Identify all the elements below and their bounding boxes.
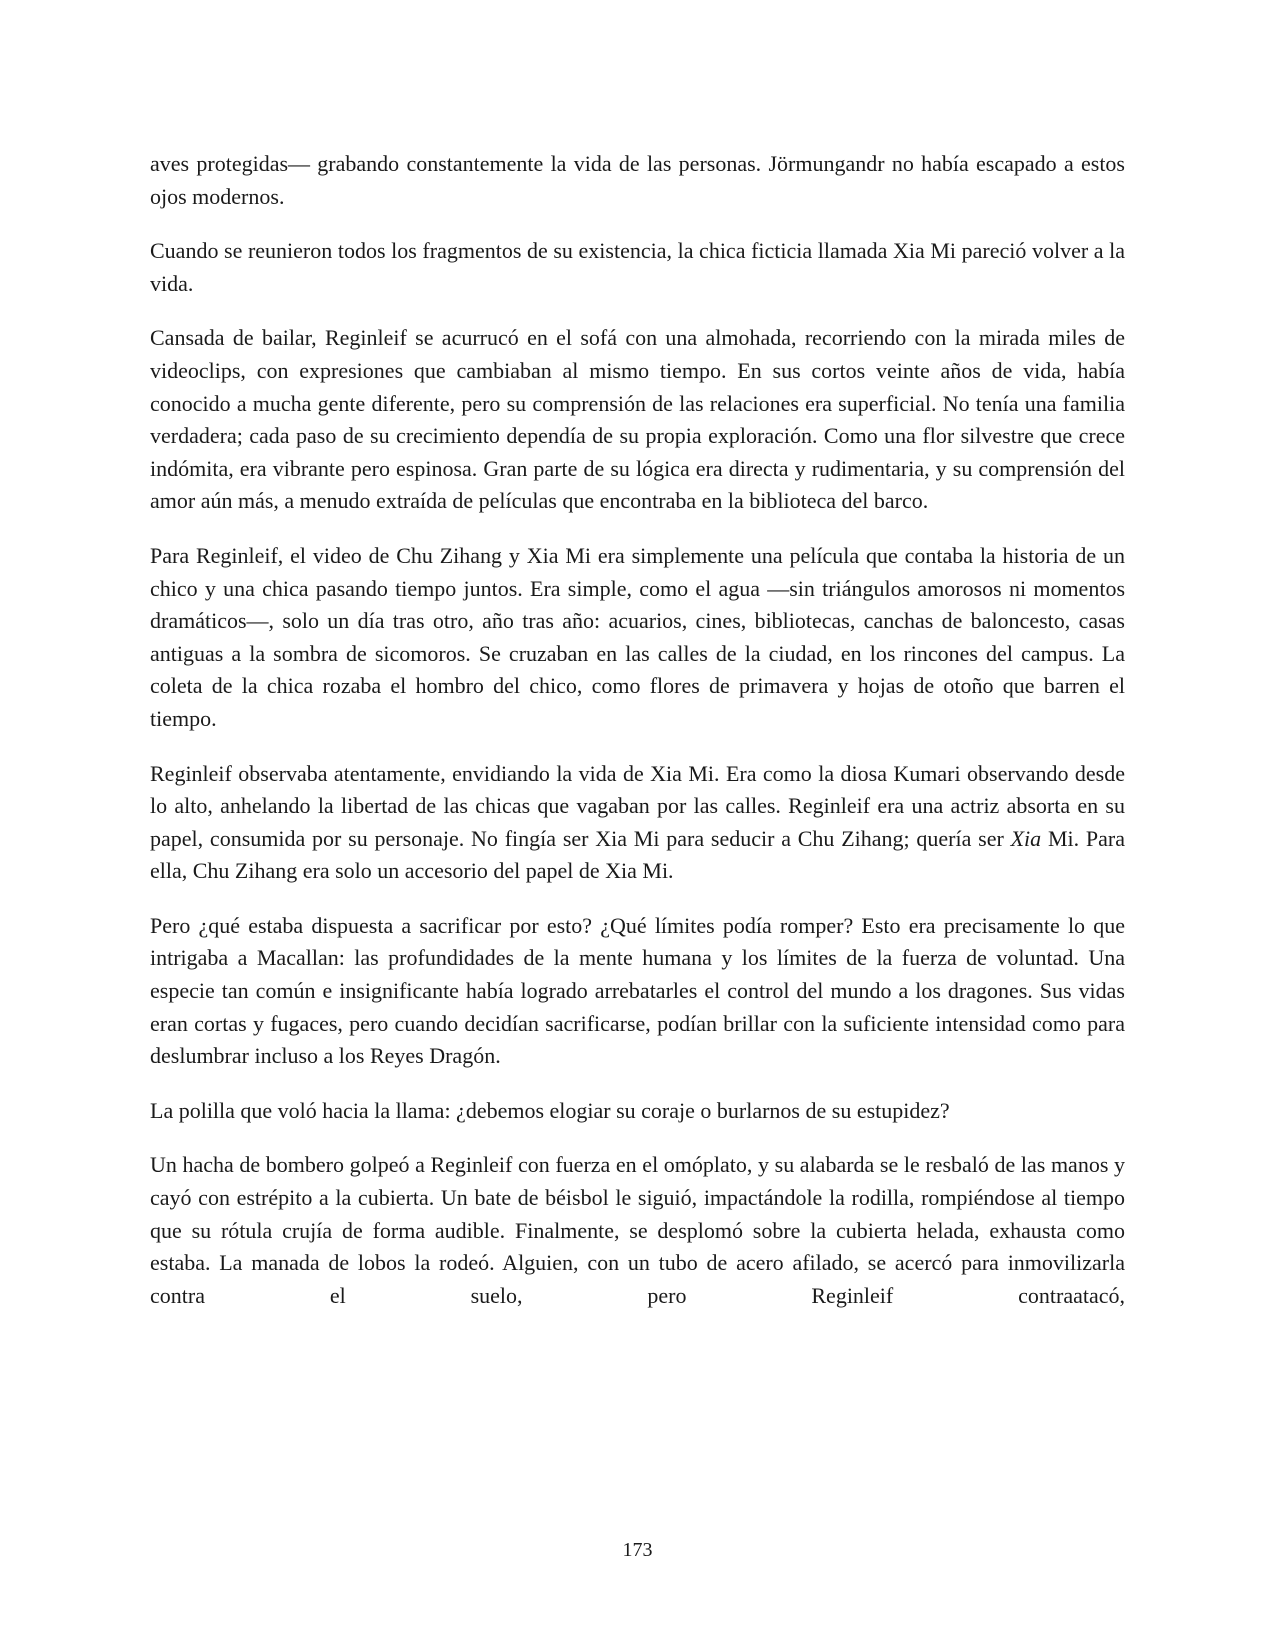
paragraph: Cansada de bailar, Reginleif se acurrucó en el sofá con una almohada, recorriendo con la mirada miles de videoclips, con expresiones que cambiaban al mismo tiempo. En sus cortos veinte años de vida, había conocido a mucha gente diferente, pero su comprensión de las relaciones era superficial. No tenía una familia verdadera; cada paso de su crecimiento dependía de su propia exploración. Como una flor silvestre que crece indómita, era vibrante pero espinosa. Gran parte de su lógica era directa y rudimentaria, y su comprensión del amor aún más, a menudo extraída de películas que encontraba en la biblioteca del barco. [150, 325, 1125, 514]
paragraph: Cuando se reunieron todos los fragmentos de su existencia, la chica ficticia llamada Xia Mi pareció volver a la vida. [150, 238, 1125, 296]
paragraph [150, 758, 1125, 888]
paragraph-text: Mi. Para ella, Chu Zihang era solo un accesorio del papel de Xia Mi. [150, 825, 1126, 884]
paragraph: Un hacha de bombero golpeó a Reginleif con fuerza en el omóplato, y su alabarda se le resbaló de las manos y cayó con estrépito a la cubierta. Un bate de béisbol le siguió, impactándole la rodilla, rompiéndose al tiempo que su rótula crujía de forma audible. Finalmente, se desplomó sobre la cubierta helada, exhausta como estaba. La manada de lobos la rodeó. Alguien, con un tubo de acero afilado, se acercó para inmovilizarla contra el suelo, pero Reginleif contraatacó, [150, 1152, 1125, 1308]
paragraph-text: Reginleif observaba atentamente, envidiando la vida de Xia Mi. Era como la diosa Kumari observando desde lo alto, anhelando la libertad de las chicas que vagaban por las calles. Reginleif era una actriz absorta en su papel, consumida por su personaje. No fingía ser Xia Mi para seducir a Chu Zihang; quería ser [150, 760, 1125, 851]
paragraph: Pero ¿qué estaba dispuesta a sacrificar por esto? ¿Qué límites podía romper? Esto era precisamente lo que intrigaba a Macallan: las profundidades de la mente humana y los límites de la fuerza de voluntad. Una especie tan común e insignificante había logrado arrebatarles el control del mundo a los dragones. Sus vidas eran cortas y fugaces, pero cuando decidían sacrificarse, podían brillar con la suficiente intensidad como para deslumbrar incluso a los Reyes Dragón. [150, 912, 1125, 1069]
paragraph: aves protegidas— grabando constantemente la vida de las personas. Jörmungandr no había escapado a estos ojos modernos. [150, 151, 1125, 209]
paragraph: La polilla que voló hacia la llama: ¿debemos elogiar su coraje o burlarnos de su estupidez? [150, 1097, 950, 1123]
emphasized-text: Xia [1010, 825, 1042, 851]
paragraph: Para Reginleif, el video de Chu Zihang y Xia Mi era simplemente una película que contaba la historia de un chico y una chica pasando tiempo juntos. Era simple, como el agua —sin triángulos amorosos ni momentos dramáticos—, solo un día tras otro, año tras año: acuarios, cines, bibliotecas, canchas de baloncesto, casas antiguas a la sombra de sicomoros. Se cruzaban en las calles de la ciudad, en los rincones del campus. La coleta de la chica rozaba el hombro del chico, como flores de primavera y hojas de otoño que barren el tiempo. [150, 542, 1125, 731]
page-number: 173 [622, 1539, 653, 1561]
page-body [150, 148, 1125, 1312]
